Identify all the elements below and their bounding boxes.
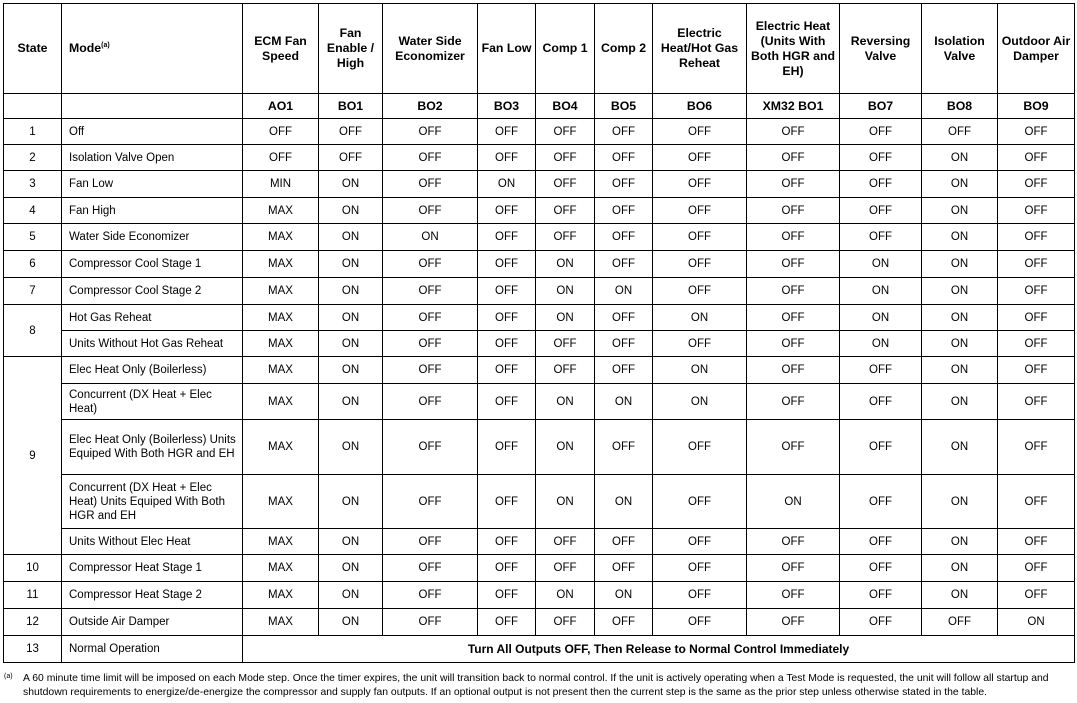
output-value-cell: OFF (478, 224, 536, 251)
mode-cell: Compressor Cool Stage 2 (62, 278, 243, 305)
output-value-cell: ON (922, 251, 998, 278)
output-value-cell: OFF (653, 224, 747, 251)
output-value-cell: OFF (383, 609, 478, 636)
code-cell: BO9 (998, 94, 1075, 119)
output-value-cell: OFF (653, 609, 747, 636)
table-row (4, 331, 1075, 357)
state-cell: 9 (4, 357, 62, 555)
output-value-cell: OFF (840, 145, 922, 171)
output-value-cell: OFF (840, 357, 922, 384)
table-row (4, 555, 1075, 582)
output-value-cell: ON (319, 555, 383, 582)
output-value-cell: OFF (595, 251, 653, 278)
output-value-cell: ON (319, 357, 383, 384)
output-value-cell: ON (536, 582, 595, 609)
output-value-cell: OFF (595, 609, 653, 636)
output-value-cell: OFF (595, 357, 653, 384)
output-value-cell: OFF (998, 119, 1075, 145)
output-value-cell: OFF (595, 119, 653, 145)
table-row (4, 198, 1075, 224)
output-value-cell: OFF (653, 251, 747, 278)
output-value-cell: OFF (998, 171, 1075, 198)
output-value-cell: OFF (383, 384, 478, 420)
output-value-cell: OFF (747, 171, 840, 198)
output-value-cell: OFF (747, 198, 840, 224)
output-value-cell: ON (840, 278, 922, 305)
output-value-cell: ON (922, 171, 998, 198)
mode-cell: Concurrent (DX Heat + Elec Heat) Units Equiped With Both HGR and EH (62, 475, 243, 529)
output-value-cell: OFF (478, 331, 536, 357)
output-value-cell: ON (595, 475, 653, 529)
output-value-cell: OFF (747, 251, 840, 278)
output-value-cell: OFF (747, 420, 840, 475)
output-value-cell: OFF (595, 171, 653, 198)
output-value-cell: OFF (998, 420, 1075, 475)
footnote-text: A 60 minute time limit will be imposed on each Mode step. Once the timer expires, the unit will transition back to normal control. If the unit is actively operating when a Test Mode is requested, the unit will follow all startup and shutdown requirements to energize/de-energize the compressor and supply fan outputs. If an optional output is not present then the current step is the same as the prior step unless otherwise stated in the table. (23, 673, 1049, 698)
output-value-cell: ON (922, 145, 998, 171)
output-value-cell: OFF (383, 171, 478, 198)
header-outdoor-air-damper: Outdoor Air Damper (998, 4, 1075, 94)
output-value-cell: OFF (478, 305, 536, 331)
output-value-cell: ON (922, 384, 998, 420)
mode-cell: Elec Heat Only (Boilerless) (62, 357, 243, 384)
table-row (4, 278, 1075, 305)
footnote-marker: (a) (101, 41, 110, 49)
output-value-cell: ON (840, 331, 922, 357)
output-value-cell: OFF (922, 119, 998, 145)
state-cell: 5 (4, 224, 62, 251)
output-value-cell: MIN (243, 171, 319, 198)
output-value-cell: ON (922, 475, 998, 529)
mode-cell: Water Side Economizer (62, 224, 243, 251)
output-value-cell: MAX (243, 305, 319, 331)
output-value-cell: MAX (243, 278, 319, 305)
table-row (4, 529, 1075, 555)
output-value-cell: OFF (747, 609, 840, 636)
code-cell-empty (62, 94, 243, 119)
output-value-cell: OFF (478, 555, 536, 582)
output-value-cell: OFF (478, 420, 536, 475)
table-row (4, 251, 1075, 278)
state-cell: 4 (4, 198, 62, 224)
output-value-cell: MAX (243, 475, 319, 529)
output-value-cell: MAX (243, 198, 319, 224)
output-value-cell: OFF (478, 119, 536, 145)
footnote (4, 672, 1070, 700)
output-value-cell: ON (319, 582, 383, 609)
output-value-cell: ON (536, 305, 595, 331)
table-row (4, 609, 1075, 636)
header-water-side-economizer: Water Side Economizer (383, 4, 478, 94)
code-cell: BO2 (383, 94, 478, 119)
output-value-cell: OFF (653, 582, 747, 609)
output-value-cell: OFF (319, 119, 383, 145)
output-value-cell: OFF (653, 119, 747, 145)
table-row-normal-operation (4, 636, 1075, 663)
output-value-cell: OFF (595, 305, 653, 331)
output-value-cell: OFF (478, 582, 536, 609)
output-value-cell: OFF (998, 198, 1075, 224)
table-row (4, 582, 1075, 609)
output-value-cell: OFF (998, 251, 1075, 278)
mode-cell: Compressor Heat Stage 2 (62, 582, 243, 609)
table-row (4, 171, 1075, 198)
output-value-cell: OFF (383, 555, 478, 582)
output-value-cell: ON (319, 305, 383, 331)
output-value-cell: OFF (595, 198, 653, 224)
output-value-cell: ON (319, 198, 383, 224)
output-value-cell: OFF (536, 171, 595, 198)
output-value-cell: OFF (383, 278, 478, 305)
output-value-cell: MAX (243, 609, 319, 636)
mode-cell: Fan High (62, 198, 243, 224)
header-ecm-fan-speed: ECM Fan Speed (243, 4, 319, 94)
table-row (4, 475, 1075, 529)
output-value-cell: MAX (243, 331, 319, 357)
code-cell: BO1 (319, 94, 383, 119)
mode-cell: Off (62, 119, 243, 145)
output-value-cell: OFF (478, 251, 536, 278)
output-value-cell: OFF (747, 278, 840, 305)
output-value-cell: OFF (536, 609, 595, 636)
output-value-cell: OFF (840, 582, 922, 609)
output-value-cell: ON (319, 278, 383, 305)
output-value-cell: ON (319, 475, 383, 529)
output-value-cell: OFF (653, 475, 747, 529)
output-value-cell: MAX (243, 224, 319, 251)
mode-cell: Isolation Valve Open (62, 145, 243, 171)
output-value-cell: OFF (747, 582, 840, 609)
output-value-cell: OFF (747, 145, 840, 171)
output-value-cell: ON (922, 529, 998, 555)
header-reversing-valve: Reversing Valve (840, 4, 922, 94)
output-value-cell: ON (653, 305, 747, 331)
table-row (4, 119, 1075, 145)
output-value-cell: ON (922, 331, 998, 357)
output-value-cell: ON (319, 251, 383, 278)
output-value-cell: OFF (383, 420, 478, 475)
output-value-cell: OFF (478, 278, 536, 305)
table-row (4, 420, 1075, 475)
table-row (4, 357, 1075, 384)
code-cell: BO3 (478, 94, 536, 119)
output-value-cell: ON (319, 224, 383, 251)
mode-cell: Normal Operation (62, 636, 243, 663)
output-value-cell: OFF (595, 420, 653, 475)
state-cell: 6 (4, 251, 62, 278)
output-value-cell: OFF (536, 529, 595, 555)
output-value-cell: OFF (840, 384, 922, 420)
output-value-cell: OFF (653, 198, 747, 224)
mode-cell: Fan Low (62, 171, 243, 198)
output-value-cell: ON (595, 384, 653, 420)
output-value-cell: OFF (478, 357, 536, 384)
output-value-cell: OFF (536, 331, 595, 357)
output-value-cell: OFF (840, 555, 922, 582)
mode-cell: Compressor Cool Stage 1 (62, 251, 243, 278)
table-row (4, 145, 1075, 171)
header-electric-heat-hgr-eh: Electric Heat (Units With Both HGR and EH) (747, 4, 840, 94)
output-value-cell: OFF (840, 529, 922, 555)
output-value-cell: OFF (478, 145, 536, 171)
output-value-cell: OFF (478, 384, 536, 420)
output-value-cell: MAX (243, 384, 319, 420)
output-value-cell: OFF (747, 357, 840, 384)
output-value-cell: OFF (747, 384, 840, 420)
output-value-cell: ON (536, 251, 595, 278)
output-value-cell: ON (653, 384, 747, 420)
mode-cell: Elec Heat Only (Boilerless) Units Equiped With Both HGR and EH (62, 420, 243, 475)
mode-cell: Concurrent (DX Heat + Elec Heat) (62, 384, 243, 420)
output-value-cell: OFF (653, 145, 747, 171)
header-state: State (4, 4, 62, 94)
output-value-cell: OFF (840, 420, 922, 475)
code-cell: BO7 (840, 94, 922, 119)
output-value-cell: OFF (747, 555, 840, 582)
state-cell: 11 (4, 582, 62, 609)
output-value-cell: ON (319, 609, 383, 636)
header-isolation-valve: Isolation Valve (922, 4, 998, 94)
output-value-cell: MAX (243, 582, 319, 609)
header-electric-heat-hot-gas-reheat: Electric Heat/Hot Gas Reheat (653, 4, 747, 94)
output-value-cell: MAX (243, 357, 319, 384)
code-cell: AO1 (243, 94, 319, 119)
output-value-cell: OFF (383, 145, 478, 171)
output-value-cell: OFF (383, 357, 478, 384)
mode-cell: Compressor Heat Stage 1 (62, 555, 243, 582)
code-cell: BO6 (653, 94, 747, 119)
mode-cell: Hot Gas Reheat (62, 305, 243, 331)
output-value-cell: OFF (840, 119, 922, 145)
output-value-cell: ON (922, 357, 998, 384)
output-value-cell: ON (922, 305, 998, 331)
output-value-cell: OFF (653, 555, 747, 582)
output-value-cell: ON (383, 224, 478, 251)
output-value-cell: ON (536, 278, 595, 305)
output-value-cell: OFF (595, 555, 653, 582)
output-value-cell: MAX (243, 251, 319, 278)
output-value-cell: ON (536, 475, 595, 529)
mode-cell: Outside Air Damper (62, 609, 243, 636)
output-value-cell: OFF (383, 251, 478, 278)
output-value-cell: OFF (595, 331, 653, 357)
output-value-cell: OFF (243, 119, 319, 145)
output-value-cell: ON (922, 555, 998, 582)
state-cell: 1 (4, 119, 62, 145)
output-value-cell: ON (536, 420, 595, 475)
output-value-cell: OFF (595, 145, 653, 171)
state-cell: 3 (4, 171, 62, 198)
state-cell: 8 (4, 305, 62, 357)
state-cell: 12 (4, 609, 62, 636)
output-value-cell: OFF (747, 305, 840, 331)
output-value-cell: OFF (998, 555, 1075, 582)
normal-operation-note: Turn All Outputs OFF, Then Release to Normal Control Immediately (243, 636, 1075, 663)
output-value-cell: OFF (383, 331, 478, 357)
output-value-cell: OFF (998, 357, 1075, 384)
output-value-cell: OFF (840, 475, 922, 529)
state-cell: 2 (4, 145, 62, 171)
test-mode-table (3, 3, 1075, 663)
output-value-cell: ON (595, 278, 653, 305)
output-value-cell: MAX (243, 420, 319, 475)
output-value-cell: OFF (536, 555, 595, 582)
output-value-cell: ON (319, 420, 383, 475)
output-value-cell: ON (747, 475, 840, 529)
output-value-cell: OFF (998, 384, 1075, 420)
point-code-row (4, 94, 1075, 119)
output-value-cell: OFF (478, 198, 536, 224)
header-fan-low: Fan Low (478, 4, 536, 94)
output-value-cell: OFF (998, 582, 1075, 609)
state-cell: 10 (4, 555, 62, 582)
output-value-cell: OFF (840, 198, 922, 224)
table-row (4, 224, 1075, 251)
output-value-cell: ON (319, 529, 383, 555)
output-value-cell: MAX (243, 555, 319, 582)
output-value-cell: OFF (840, 224, 922, 251)
output-value-cell: OFF (747, 119, 840, 145)
output-value-cell: OFF (383, 119, 478, 145)
output-value-cell: OFF (653, 529, 747, 555)
output-value-cell: OFF (383, 198, 478, 224)
code-cell: BO4 (536, 94, 595, 119)
footnote-mark: (a) (4, 673, 13, 680)
header-fan-enable-high: Fan Enable / High (319, 4, 383, 94)
output-value-cell: OFF (536, 145, 595, 171)
header-comp-1: Comp 1 (536, 4, 595, 94)
output-value-cell: MAX (243, 529, 319, 555)
code-cell-empty (4, 94, 62, 119)
output-value-cell: OFF (998, 224, 1075, 251)
output-value-cell: OFF (478, 475, 536, 529)
output-value-cell: OFF (653, 420, 747, 475)
output-value-cell: OFF (653, 278, 747, 305)
output-value-cell: OFF (998, 145, 1075, 171)
output-value-cell: OFF (536, 119, 595, 145)
output-value-cell: OFF (998, 278, 1075, 305)
output-value-cell: OFF (478, 529, 536, 555)
output-value-cell: OFF (998, 331, 1075, 357)
output-value-cell: OFF (998, 305, 1075, 331)
output-value-cell: OFF (747, 224, 840, 251)
output-value-cell: ON (840, 305, 922, 331)
output-value-cell: ON (922, 198, 998, 224)
output-value-cell: OFF (536, 357, 595, 384)
output-value-cell: ON (478, 171, 536, 198)
code-cell: BO8 (922, 94, 998, 119)
output-value-cell: ON (922, 582, 998, 609)
output-value-cell: ON (922, 278, 998, 305)
output-value-cell: ON (840, 251, 922, 278)
output-value-cell: OFF (595, 529, 653, 555)
output-value-cell: OFF (536, 198, 595, 224)
mode-cell: Units Without Hot Gas Reheat (62, 331, 243, 357)
output-value-cell: OFF (840, 171, 922, 198)
output-value-cell: OFF (536, 224, 595, 251)
output-value-cell: OFF (478, 609, 536, 636)
output-value-cell: ON (998, 609, 1075, 636)
state-cell: 13 (4, 636, 62, 663)
output-value-cell: OFF (653, 331, 747, 357)
output-value-cell: OFF (383, 475, 478, 529)
code-cell: BO5 (595, 94, 653, 119)
output-value-cell: OFF (243, 145, 319, 171)
output-value-cell: ON (653, 357, 747, 384)
output-value-cell: OFF (998, 475, 1075, 529)
output-value-cell: OFF (383, 582, 478, 609)
output-value-cell: OFF (747, 529, 840, 555)
output-value-cell: OFF (840, 609, 922, 636)
output-value-cell: ON (319, 331, 383, 357)
output-value-cell: ON (922, 420, 998, 475)
output-value-cell: OFF (998, 529, 1075, 555)
code-cell: XM32 BO1 (747, 94, 840, 119)
output-value-cell: OFF (653, 171, 747, 198)
output-value-cell: OFF (922, 609, 998, 636)
output-value-cell: ON (595, 582, 653, 609)
output-value-cell: ON (536, 384, 595, 420)
header-row (4, 4, 1075, 94)
state-cell: 7 (4, 278, 62, 305)
output-value-cell: OFF (383, 529, 478, 555)
output-value-cell: OFF (747, 331, 840, 357)
mode-cell: Units Without Elec Heat (62, 529, 243, 555)
table-row (4, 384, 1075, 420)
output-value-cell: OFF (383, 305, 478, 331)
table-row (4, 305, 1075, 331)
output-value-cell: ON (922, 224, 998, 251)
header-comp-2: Comp 2 (595, 4, 653, 94)
output-value-cell: OFF (319, 145, 383, 171)
output-value-cell: ON (319, 384, 383, 420)
output-value-cell: OFF (595, 224, 653, 251)
header-mode: Mode$^{(a)}$ (62, 4, 243, 94)
output-value-cell: ON (319, 171, 383, 198)
